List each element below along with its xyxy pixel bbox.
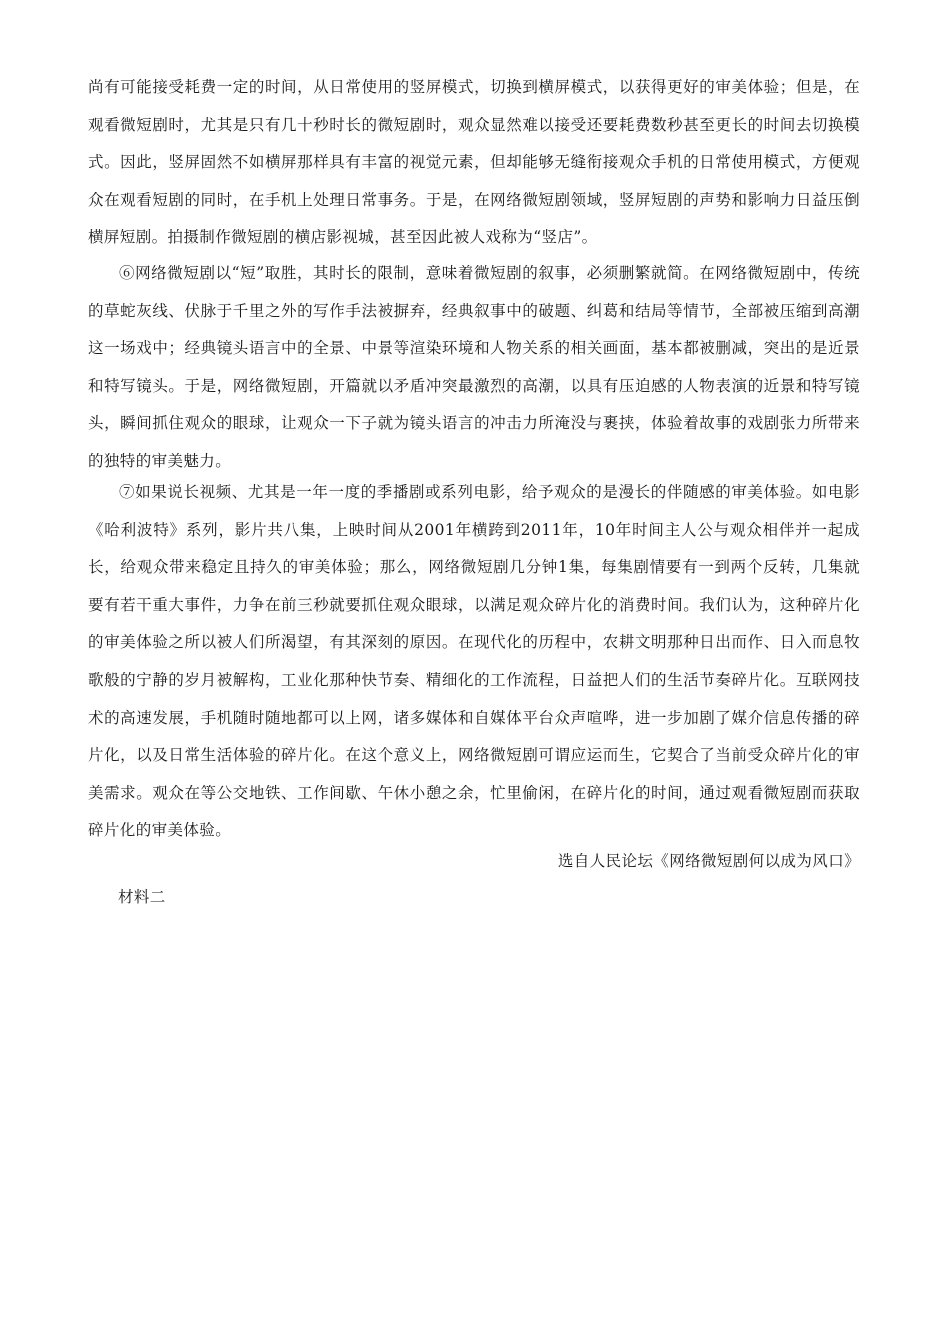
paragraph-7: ⑦如果说长视频、尤其是一年一度的季播剧或系列电影，给予观众的是漫长的伴随感的审美体验。如电影《哈利波特》系列，影片共八集，上映时间从2001年横跨到2011年，10年时间主人公与观众相伴并一起成长，给观众带来稳定且持久的审美体验；那么，网络微短剧几分钟1集，每集剧情要有一到两个反转，几集就要有若干重大事件，力争在前三秒就要抓住观众眼球，以满足观众碎片化的消费时间。我们认为，这种碎片化的审美体验之所以被人们所渴望，有其深刻的原因。在现代化的历程中，农耕文明那种日出而作、日入而息牧歌般的宁静的岁月被解构，工业化那种快节奏、精细化的工作流程，日益把人们的生活节奏碎片化。互联网技术的高速发展，手机随时随地都可以上网，诸多媒体和自媒体平台众声喧哗，进一步加剧了媒介信息传播的碎片化，以及日常生活体验的碎片化。在这个意义上，网络微短剧可谓应运而生，它契合了当前受众碎片化的审美需求。观众在等公交地铁、工作间歇、午休小憩之余，忙里偷闲，在碎片化的时间，通过观看微短剧而获取碎片化的审美体验。 (88, 483, 860, 840)
section-label-material-2: 材料二 (118, 888, 166, 906)
source-citation: 选自人民论坛《网络微短剧何以成为风口》 (557, 852, 860, 870)
paragraph-6: ⑥网络微短剧以“短”取胜，其时长的限制，意味着微短剧的叙事，必须删繁就简。在网络微短剧中，传统的草蛇灰线、伏脉于千里之外的写作手法被摒弃，经典叙事中的破题、纠葛和结局等情节，全部被压缩到高潮这一场戏中；经典镜头语言中的全景、中景等渲染环境和人物关系的相关画面，基本都被删减，突出的是近景和特写镜头。于是，网络微短剧，开篇就以矛盾冲突最激烈的高潮，以具有压迫感的人物表演的近景和特写镜头，瞬间抓住观众的眼球，让观众一下子就为镜头语言的冲击力所淹没与裹挟，体验着故事的戏剧张力所带来的独特的审美魅力。 (88, 264, 860, 470)
paragraph-continuation: 尚有可能接受耗费一定的时间，从日常使用的竖屏模式，切换到横屏模式，以获得更好的审美体验；但是，在观看微短剧时，尤其是只有几十秒时长的微短剧时，观众显然难以接受还要耗费数秒甚至更长的时间去切换模式。因此，竖屏固然不如横屏那样具有丰富的视觉元素，但却能够无缝衔接观众手机的日常使用模式，方便观众在观看短剧的同时，在手机上处理日常事务。于是，在网络微短剧领域，竖屏短剧的声势和影响力日益压倒横屏短剧。拍摄制作微短剧的横店影视城，甚至因此被人戏称为“竖店”。 (88, 78, 860, 247)
